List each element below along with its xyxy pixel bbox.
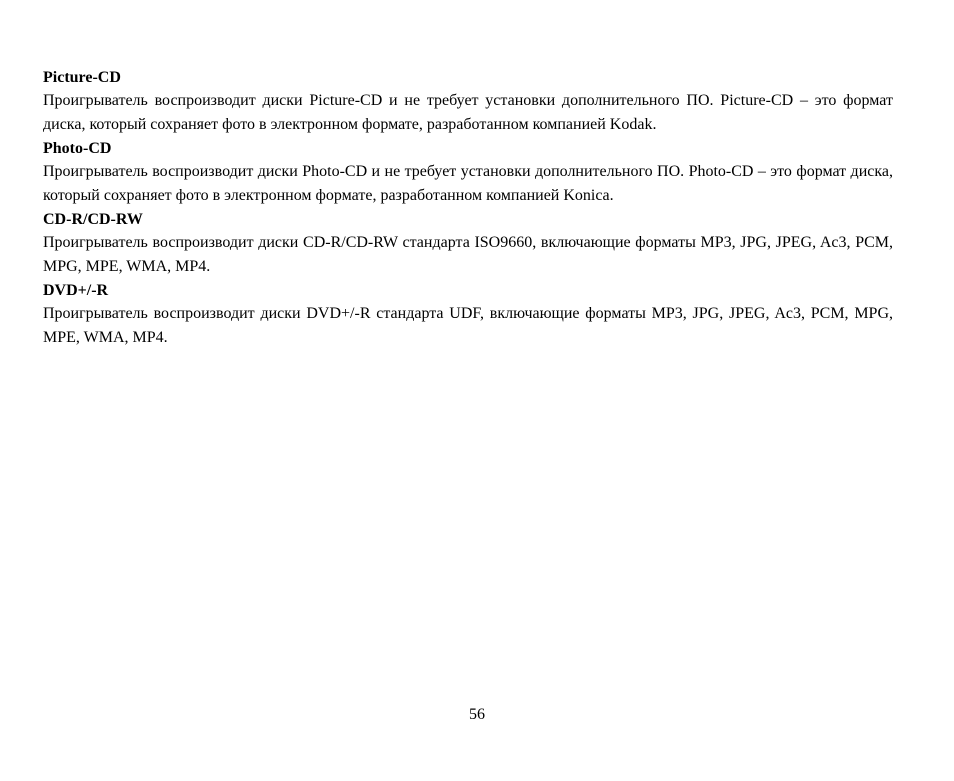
section-title: DVD+/-R — [43, 282, 109, 299]
section-photo-cd — [43, 137, 893, 208]
section-picture-cd — [43, 66, 893, 137]
section-text: Проигрыватель воспроизводит диски CD-R/CD-RW стандарта ISO9660, включающие форматы MP3, JPG, JPEG, Ac3, PCM, MPG, MPE, WMA, MP4. — [43, 234, 893, 275]
section-text: Проигрыватель воспроизводит диски DVD+/-R стандарта UDF, включающие форматы MP3, JPG, JPEG, Ac3, PCM, MPG, MPE, WMA, MP4. — [43, 305, 893, 346]
document-body — [43, 66, 893, 350]
section-dvd-r — [43, 279, 893, 350]
section-title: CD-R/CD-RW — [43, 211, 143, 228]
section-text: Проигрыватель воспроизводит диски Photo-CD и не требует установки дополнительного ПО. Photo-CD – это формат диска, который сохраняет фото в электронном формате, разработанном компанией Konica. — [43, 163, 893, 204]
section-cd-r-cd-rw — [43, 208, 893, 279]
section-title: Photo-CD — [43, 140, 112, 157]
section-title: Picture-CD — [43, 69, 121, 86]
page-number: 56 — [469, 706, 485, 723]
section-text: Проигрыватель воспроизводит диски Picture-CD и не требует установки дополнительного ПО. Picture-CD – это формат диска, который сохраняет фото в электронном формате, разработанном компанией Kodak. — [43, 92, 893, 133]
